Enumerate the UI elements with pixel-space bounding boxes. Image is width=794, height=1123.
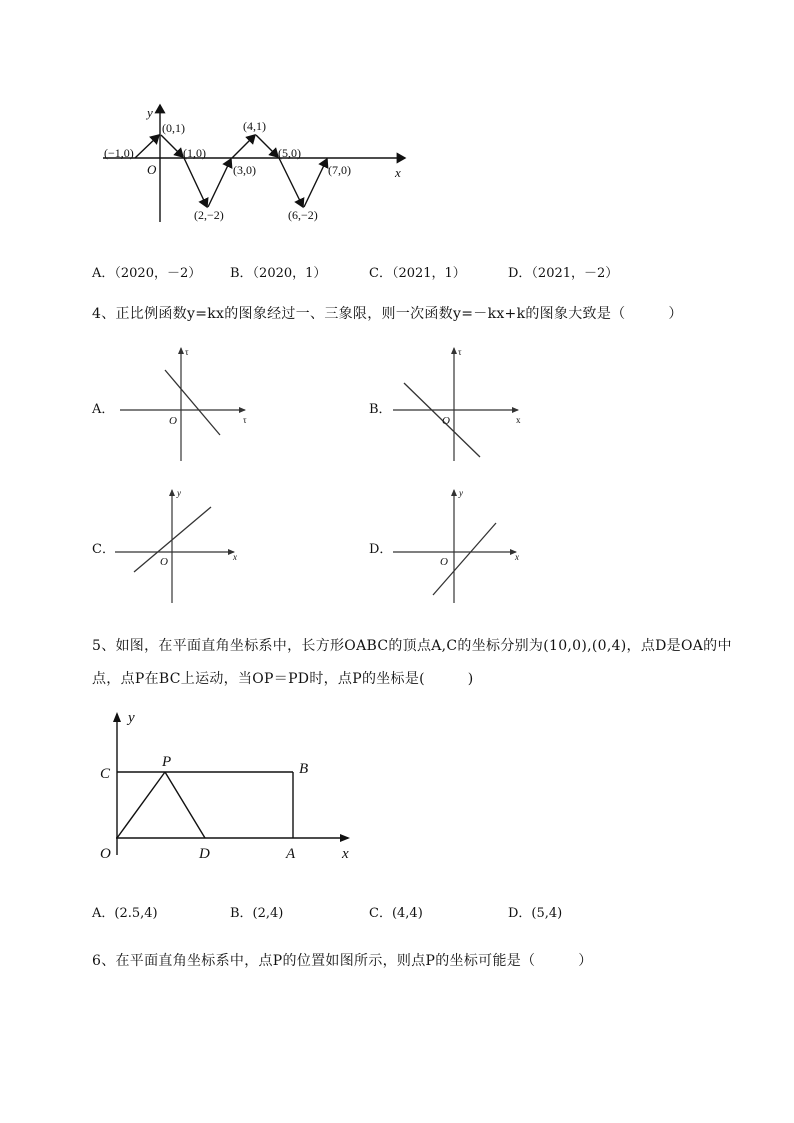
q3-segment — [304, 159, 327, 207]
q5-y-label: y — [128, 710, 135, 726]
q4-option-a-graph — [115, 343, 255, 465]
origin-label: O — [160, 556, 168, 568]
y-label: y — [459, 488, 463, 498]
q3-point-label: (−1,0) — [104, 146, 134, 160]
q3-segment — [135, 135, 159, 158]
q5-option-b: B．(2,4) — [230, 906, 284, 921]
x-label: x — [515, 552, 519, 562]
q5-p-label: P — [162, 754, 172, 770]
q4-option-d-letter: D． — [369, 542, 393, 557]
y-label: y — [177, 488, 181, 498]
q5-segment-op — [117, 772, 165, 838]
q3-point-label: (2,−2) — [194, 208, 224, 222]
q3-option-c: C．（2021，1） — [369, 266, 466, 281]
q5-option-a: A．(2.5,4) — [92, 906, 158, 921]
y-label: τ — [185, 347, 189, 357]
origin-label: O — [440, 556, 448, 568]
q3-point-label: (0,1) — [162, 121, 185, 135]
q5-option-c: C．(4,4) — [369, 906, 423, 921]
x-label: x — [233, 552, 237, 562]
q5-b-label: B — [299, 761, 309, 777]
q6-stem: 6、在平面直角坐标系中，点P的位置如图所示，则点P的坐标可能是（ ） — [92, 953, 593, 969]
origin-label: O — [442, 415, 450, 427]
x-label: τ — [243, 415, 247, 425]
q5-a-label: A — [286, 846, 296, 862]
q3-point-label: (7,0) — [328, 163, 351, 177]
q5-x-label: x — [342, 846, 349, 862]
q3-point-label: (1,0) — [183, 146, 206, 160]
q4-option-b-graph — [388, 343, 528, 465]
q3-segment — [208, 159, 231, 207]
q4-option-b-letter: B． — [369, 402, 392, 417]
q5-d-label: D — [199, 846, 210, 862]
q5-segment-pd — [165, 772, 205, 838]
q5-c-label: C — [100, 766, 111, 782]
q3-x-label: x — [395, 165, 401, 180]
q4-stem: 4、正比例函数y=kx的图象经过一、三象限，则一次函数y=－kx+k的图象大致是（ ） — [92, 306, 683, 322]
q3-segment — [256, 135, 278, 157]
x-label: x — [516, 415, 521, 425]
q4-option-c-graph — [110, 485, 250, 607]
q3-point-label: (4,1) — [243, 119, 266, 133]
q5-o-label: O — [100, 846, 111, 862]
q3-segment — [161, 135, 183, 157]
y-label: τ — [458, 347, 462, 357]
q4-option-c-letter: C． — [92, 542, 115, 557]
q3-point-label: (6,−2) — [288, 208, 318, 222]
q3-option-d: D．（2021，－2） — [508, 266, 619, 281]
q4-option-d-graph — [388, 485, 528, 607]
q3-segment — [184, 158, 207, 207]
q3-y-label: y — [147, 105, 153, 120]
q5-option-d: D．(5,4) — [508, 906, 563, 921]
q3-option-a: A．（2020，－2） — [92, 266, 202, 281]
q3-segment — [279, 158, 303, 207]
q3-point-label: (5,0) — [278, 146, 301, 160]
q5-rectangle-figure — [90, 700, 370, 870]
q4-option-a-letter: A． — [92, 402, 115, 417]
q5-stem-line1: 5、如图，在平面直角坐标系中，长方形OABC的顶点A,C的坐标分别为(10,0),(0,4)，点D是OA的中 — [92, 638, 732, 654]
q3-point-label: (3,0) — [233, 163, 256, 177]
q3-zigzag-graph — [95, 95, 415, 230]
q3-segment — [232, 135, 255, 158]
q5-stem-line2: 点，点P在BC上运动，当OP＝PD时，点P的坐标是( ) — [92, 671, 474, 687]
origin-label: O — [169, 415, 177, 427]
q3-option-b: B．（2020，1） — [230, 266, 327, 281]
q3-origin-label: O — [147, 162, 157, 177]
